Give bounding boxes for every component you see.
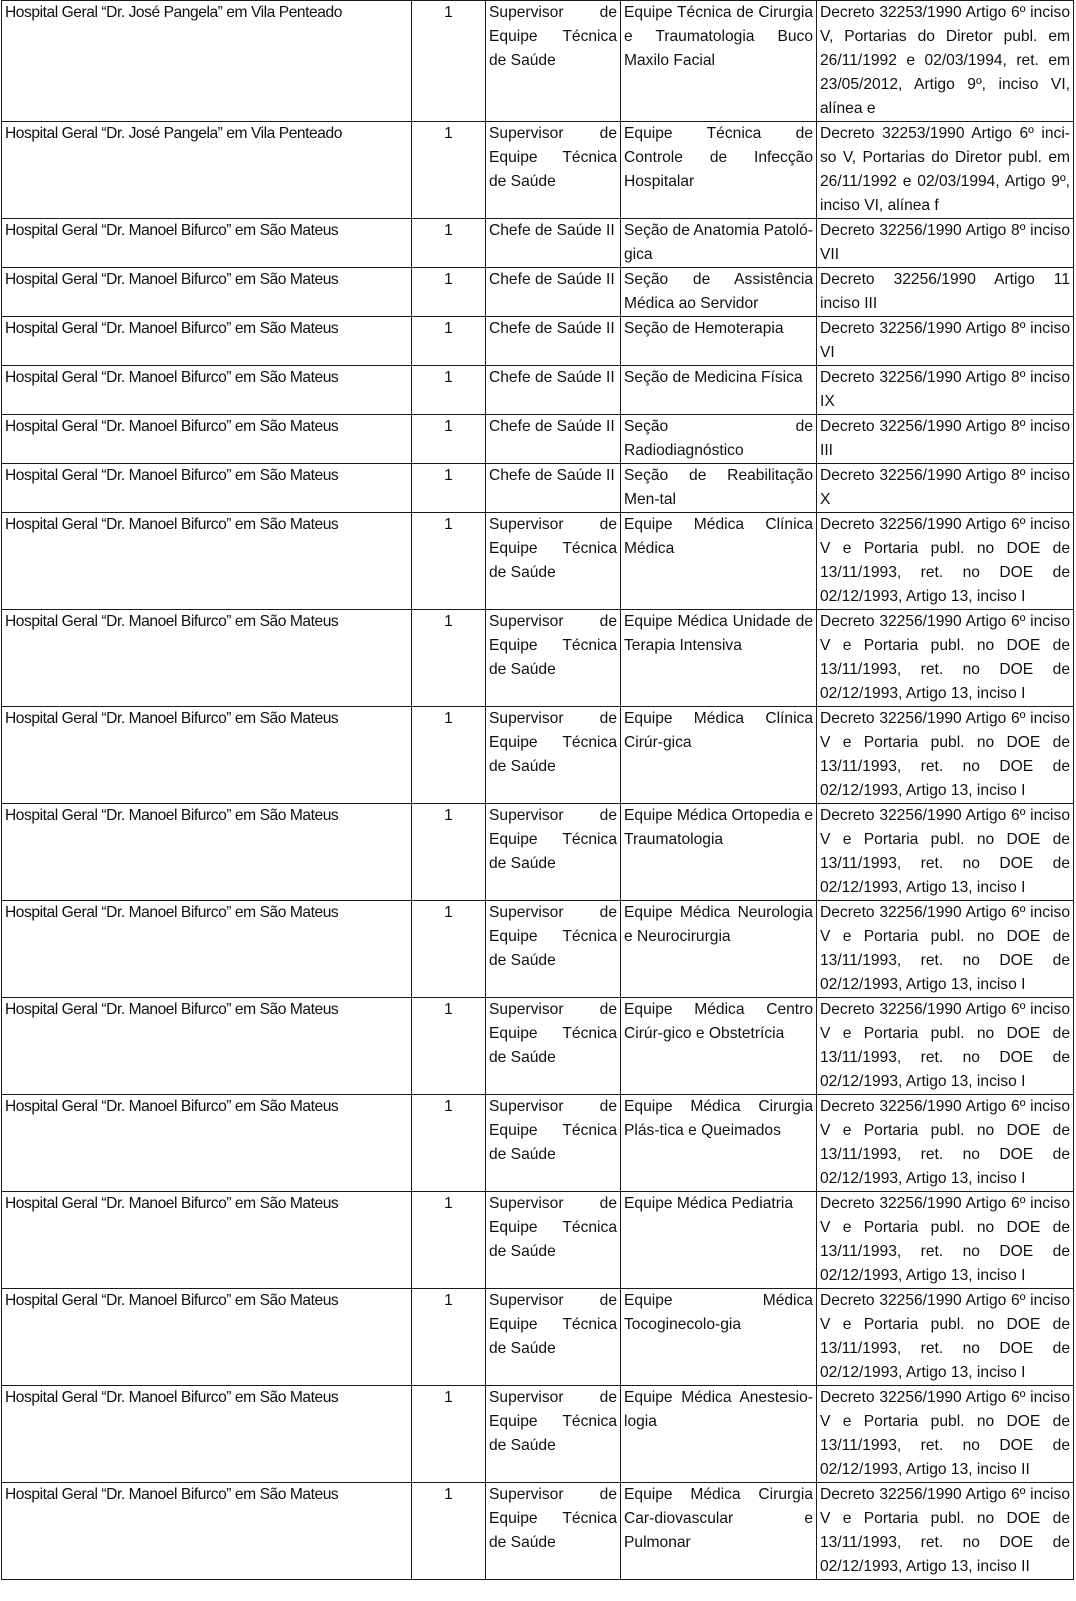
unit-location-cell: Seção de Radiodiagnóstico bbox=[621, 415, 817, 464]
position-title-cell: Chefe de Saúde II bbox=[486, 268, 621, 317]
table-row bbox=[2, 1386, 1074, 1483]
position-title-cell: Supervisor de Equipe Técnica de Saúde bbox=[486, 901, 621, 998]
table-row bbox=[2, 1192, 1074, 1289]
unit-location-cell: Equipe Técnica de Controle de Infecção Hospitalar bbox=[621, 122, 817, 219]
table-body bbox=[2, 1, 1074, 1580]
table-row bbox=[2, 219, 1074, 268]
quantity-cell: 1 bbox=[412, 1289, 486, 1386]
legislation-cell: Decreto 32256/1990 Artigo 6º inciso V e Portaria publ. no DOE de 13/11/1993, ret. no DOE de 02/12/1993, Artigo 13, inciso I bbox=[817, 513, 1074, 610]
unit-location-cell: Seção de Hemoterapia bbox=[621, 317, 817, 366]
table-row bbox=[2, 1, 1074, 122]
quantity-cell: 1 bbox=[412, 366, 486, 415]
unit-location-cell: Seção de Medicina Física bbox=[621, 366, 817, 415]
unit-cell: Hospital Geral “Dr. Manoel Bifurco” em São Mateus bbox=[2, 415, 412, 464]
position-title-cell: Supervisor de Equipe Técnica de Saúde bbox=[486, 513, 621, 610]
unit-location-cell: Equipe Médica Cirurgia Plás-tica e Queimados bbox=[621, 1095, 817, 1192]
positions-table bbox=[1, 0, 1074, 1580]
unit-cell: Hospital Geral “Dr. Manoel Bifurco” em São Mateus bbox=[2, 1289, 412, 1386]
unit-cell: Hospital Geral “Dr. José Pangela” em Vila Penteado bbox=[2, 122, 412, 219]
legislation-cell: Decreto 32256/1990 Artigo 6º inciso V e Portaria publ. no DOE de 13/11/1993, ret. no DOE de 02/12/1993, Artigo 13, inciso I bbox=[817, 610, 1074, 707]
unit-location-cell: Equipe Médica Cirurgia Car-diovascular e Pulmonar bbox=[621, 1483, 817, 1580]
legislation-cell: Decreto 32253/1990 Artigo 6º inci-so V, Portarias do Diretor publ. em 26/11/1992 e 02/03/1994, Artigo 9º, inciso VI, alínea f bbox=[817, 122, 1074, 219]
position-title-cell: Supervisor de Equipe Técnica de Saúde bbox=[486, 998, 621, 1095]
table-row bbox=[2, 804, 1074, 901]
table-row bbox=[2, 1289, 1074, 1386]
legislation-cell: Decreto 32253/1990 Artigo 6º inciso V, Portarias do Diretor publ. em 26/11/1992 e 02/03/1994, ret. em 23/05/2012, Artigo 9º, inciso VI, alínea e bbox=[817, 1, 1074, 122]
table-row bbox=[2, 464, 1074, 513]
unit-location-cell: Equipe Médica Neurologia e Neurocirurgia bbox=[621, 901, 817, 998]
quantity-cell: 1 bbox=[412, 219, 486, 268]
table-row bbox=[2, 1483, 1074, 1580]
legislation-cell: Decreto 32256/1990 Artigo 6º inciso V e Portaria publ. no DOE de 13/11/1993, ret. no DOE de 02/12/1993, Artigo 13, inciso I bbox=[817, 1192, 1074, 1289]
table-row bbox=[2, 268, 1074, 317]
unit-location-cell: Seção de Assistência Médica ao Servidor bbox=[621, 268, 817, 317]
unit-location-cell: Equipe Médica Clínica Médica bbox=[621, 513, 817, 610]
unit-cell: Hospital Geral “Dr. Manoel Bifurco” em São Mateus bbox=[2, 998, 412, 1095]
quantity-cell: 1 bbox=[412, 1386, 486, 1483]
legislation-cell: Decreto 32256/1990 Artigo 6º inciso V e Portaria publ. no DOE de 13/11/1993, ret. no DOE de 02/12/1993, Artigo 13, inciso I bbox=[817, 707, 1074, 804]
unit-location-cell: Seção de Anatomia Patoló-gica bbox=[621, 219, 817, 268]
position-title-cell: Supervisor de Equipe Técnica de Saúde bbox=[486, 1095, 621, 1192]
legislation-cell: Decreto 32256/1990 Artigo 8º inciso X bbox=[817, 464, 1074, 513]
unit-location-cell: Equipe Médica Tocoginecolo-gia bbox=[621, 1289, 817, 1386]
position-title-cell: Supervisor de Equipe Técnica de Saúde bbox=[486, 1192, 621, 1289]
position-title-cell: Supervisor de Equipe Técnica de Saúde bbox=[486, 610, 621, 707]
table-row bbox=[2, 122, 1074, 219]
table-row bbox=[2, 610, 1074, 707]
legislation-cell: Decreto 32256/1990 Artigo 6º inciso V e Portaria publ. no DOE de 13/11/1993, ret. no DOE de 02/12/1993, Artigo 13, inciso I bbox=[817, 998, 1074, 1095]
quantity-cell: 1 bbox=[412, 610, 486, 707]
unit-cell: Hospital Geral “Dr. Manoel Bifurco” em São Mateus bbox=[2, 366, 412, 415]
unit-cell: Hospital Geral “Dr. Manoel Bifurco” em São Mateus bbox=[2, 317, 412, 366]
unit-cell: Hospital Geral “Dr. Manoel Bifurco” em São Mateus bbox=[2, 707, 412, 804]
quantity-cell: 1 bbox=[412, 901, 486, 998]
legislation-cell: Decreto 32256/1990 Artigo 6º inciso V e Portaria publ. no DOE de 13/11/1993, ret. no DOE de 02/12/1993, Artigo 13, inciso I bbox=[817, 1289, 1074, 1386]
quantity-cell: 1 bbox=[412, 415, 486, 464]
table-row bbox=[2, 415, 1074, 464]
position-title-cell: Supervisor de Equipe Técnica de Saúde bbox=[486, 122, 621, 219]
position-title-cell: Chefe de Saúde II bbox=[486, 366, 621, 415]
position-title-cell: Supervisor de Equipe Técnica de Saúde bbox=[486, 1289, 621, 1386]
unit-location-cell: Equipe Técnica de Cirurgia e Traumatologia Buco Maxilo Facial bbox=[621, 1, 817, 122]
table-row bbox=[2, 366, 1074, 415]
legislation-cell: Decreto 32256/1990 Artigo 6º inciso V e Portaria publ. no DOE de 13/11/1993, ret. no DOE de 02/12/1993, Artigo 13, inciso II bbox=[817, 1483, 1074, 1580]
legislation-cell: Decreto 32256/1990 Artigo 6º inciso V e Portaria publ. no DOE de 13/11/1993, ret. no DOE de 02/12/1993, Artigo 13, inciso I bbox=[817, 804, 1074, 901]
unit-location-cell: Equipe Médica Unidade de Terapia Intensiva bbox=[621, 610, 817, 707]
legislation-cell: Decreto 32256/1990 Artigo 6º inciso V e Portaria publ. no DOE de 13/11/1993, ret. no DOE de 02/12/1993, Artigo 13, inciso II bbox=[817, 1386, 1074, 1483]
unit-location-cell: Equipe Médica Ortopedia e Traumatologia bbox=[621, 804, 817, 901]
unit-cell: Hospital Geral “Dr. Manoel Bifurco” em São Mateus bbox=[2, 268, 412, 317]
unit-location-cell: Seção de Reabilitação Men-tal bbox=[621, 464, 817, 513]
unit-cell: Hospital Geral “Dr. Manoel Bifurco” em São Mateus bbox=[2, 1095, 412, 1192]
unit-location-cell: Equipe Médica Anestesio-logia bbox=[621, 1386, 817, 1483]
quantity-cell: 1 bbox=[412, 804, 486, 901]
quantity-cell: 1 bbox=[412, 1192, 486, 1289]
position-title-cell: Supervisor de Equipe Técnica de Saúde bbox=[486, 1, 621, 122]
position-title-cell: Chefe de Saúde II bbox=[486, 464, 621, 513]
quantity-cell: 1 bbox=[412, 998, 486, 1095]
table-row bbox=[2, 998, 1074, 1095]
table-row bbox=[2, 1095, 1074, 1192]
quantity-cell: 1 bbox=[412, 707, 486, 804]
table-row bbox=[2, 901, 1074, 998]
unit-location-cell: Equipe Médica Pediatria bbox=[621, 1192, 817, 1289]
legislation-cell: Decreto 32256/1990 Artigo 8º inciso VII bbox=[817, 219, 1074, 268]
quantity-cell: 1 bbox=[412, 122, 486, 219]
unit-location-cell: Equipe Médica Centro Cirúr-gico e Obstetrícia bbox=[621, 998, 817, 1095]
quantity-cell: 1 bbox=[412, 1483, 486, 1580]
table-row bbox=[2, 317, 1074, 366]
unit-cell: Hospital Geral “Dr. Manoel Bifurco” em São Mateus bbox=[2, 901, 412, 998]
quantity-cell: 1 bbox=[412, 464, 486, 513]
position-title-cell: Chefe de Saúde II bbox=[486, 219, 621, 268]
unit-cell: Hospital Geral “Dr. Manoel Bifurco” em São Mateus bbox=[2, 513, 412, 610]
unit-cell: Hospital Geral “Dr. José Pangela” em Vila Penteado bbox=[2, 1, 412, 122]
legislation-cell: Decreto 32256/1990 Artigo 6º inciso V e Portaria publ. no DOE de 13/11/1993, ret. no DOE de 02/12/1993, Artigo 13, inciso I bbox=[817, 1095, 1074, 1192]
quantity-cell: 1 bbox=[412, 268, 486, 317]
quantity-cell: 1 bbox=[412, 317, 486, 366]
legislation-cell: Decreto 32256/1990 Artigo 8º inciso VI bbox=[817, 317, 1074, 366]
position-title-cell: Supervisor de Equipe Técnica de Saúde bbox=[486, 1483, 621, 1580]
position-title-cell: Chefe de Saúde II bbox=[486, 415, 621, 464]
quantity-cell: 1 bbox=[412, 1, 486, 122]
legislation-cell: Decreto 32256/1990 Artigo 11 inciso III bbox=[817, 268, 1074, 317]
unit-cell: Hospital Geral “Dr. Manoel Bifurco” em São Mateus bbox=[2, 219, 412, 268]
legislation-cell: Decreto 32256/1990 Artigo 6º inciso V e Portaria publ. no DOE de 13/11/1993, ret. no DOE de 02/12/1993, Artigo 13, inciso I bbox=[817, 901, 1074, 998]
position-title-cell: Supervisor de Equipe Técnica de Saúde bbox=[486, 707, 621, 804]
position-title-cell: Supervisor de Equipe Técnica de Saúde bbox=[486, 804, 621, 901]
quantity-cell: 1 bbox=[412, 513, 486, 610]
table-row bbox=[2, 513, 1074, 610]
position-title-cell: Chefe de Saúde II bbox=[486, 317, 621, 366]
position-title-cell: Supervisor de Equipe Técnica de Saúde bbox=[486, 1386, 621, 1483]
legislation-cell: Decreto 32256/1990 Artigo 8º inciso IX bbox=[817, 366, 1074, 415]
unit-location-cell: Equipe Médica Clínica Cirúr-gica bbox=[621, 707, 817, 804]
unit-cell: Hospital Geral “Dr. Manoel Bifurco” em São Mateus bbox=[2, 1483, 412, 1580]
unit-cell: Hospital Geral “Dr. Manoel Bifurco” em São Mateus bbox=[2, 464, 412, 513]
unit-cell: Hospital Geral “Dr. Manoel Bifurco” em São Mateus bbox=[2, 1386, 412, 1483]
unit-cell: Hospital Geral “Dr. Manoel Bifurco” em São Mateus bbox=[2, 804, 412, 901]
quantity-cell: 1 bbox=[412, 1095, 486, 1192]
table-row bbox=[2, 707, 1074, 804]
unit-cell: Hospital Geral “Dr. Manoel Bifurco” em São Mateus bbox=[2, 1192, 412, 1289]
unit-cell: Hospital Geral “Dr. Manoel Bifurco” em São Mateus bbox=[2, 610, 412, 707]
legislation-cell: Decreto 32256/1990 Artigo 8º inciso III bbox=[817, 415, 1074, 464]
